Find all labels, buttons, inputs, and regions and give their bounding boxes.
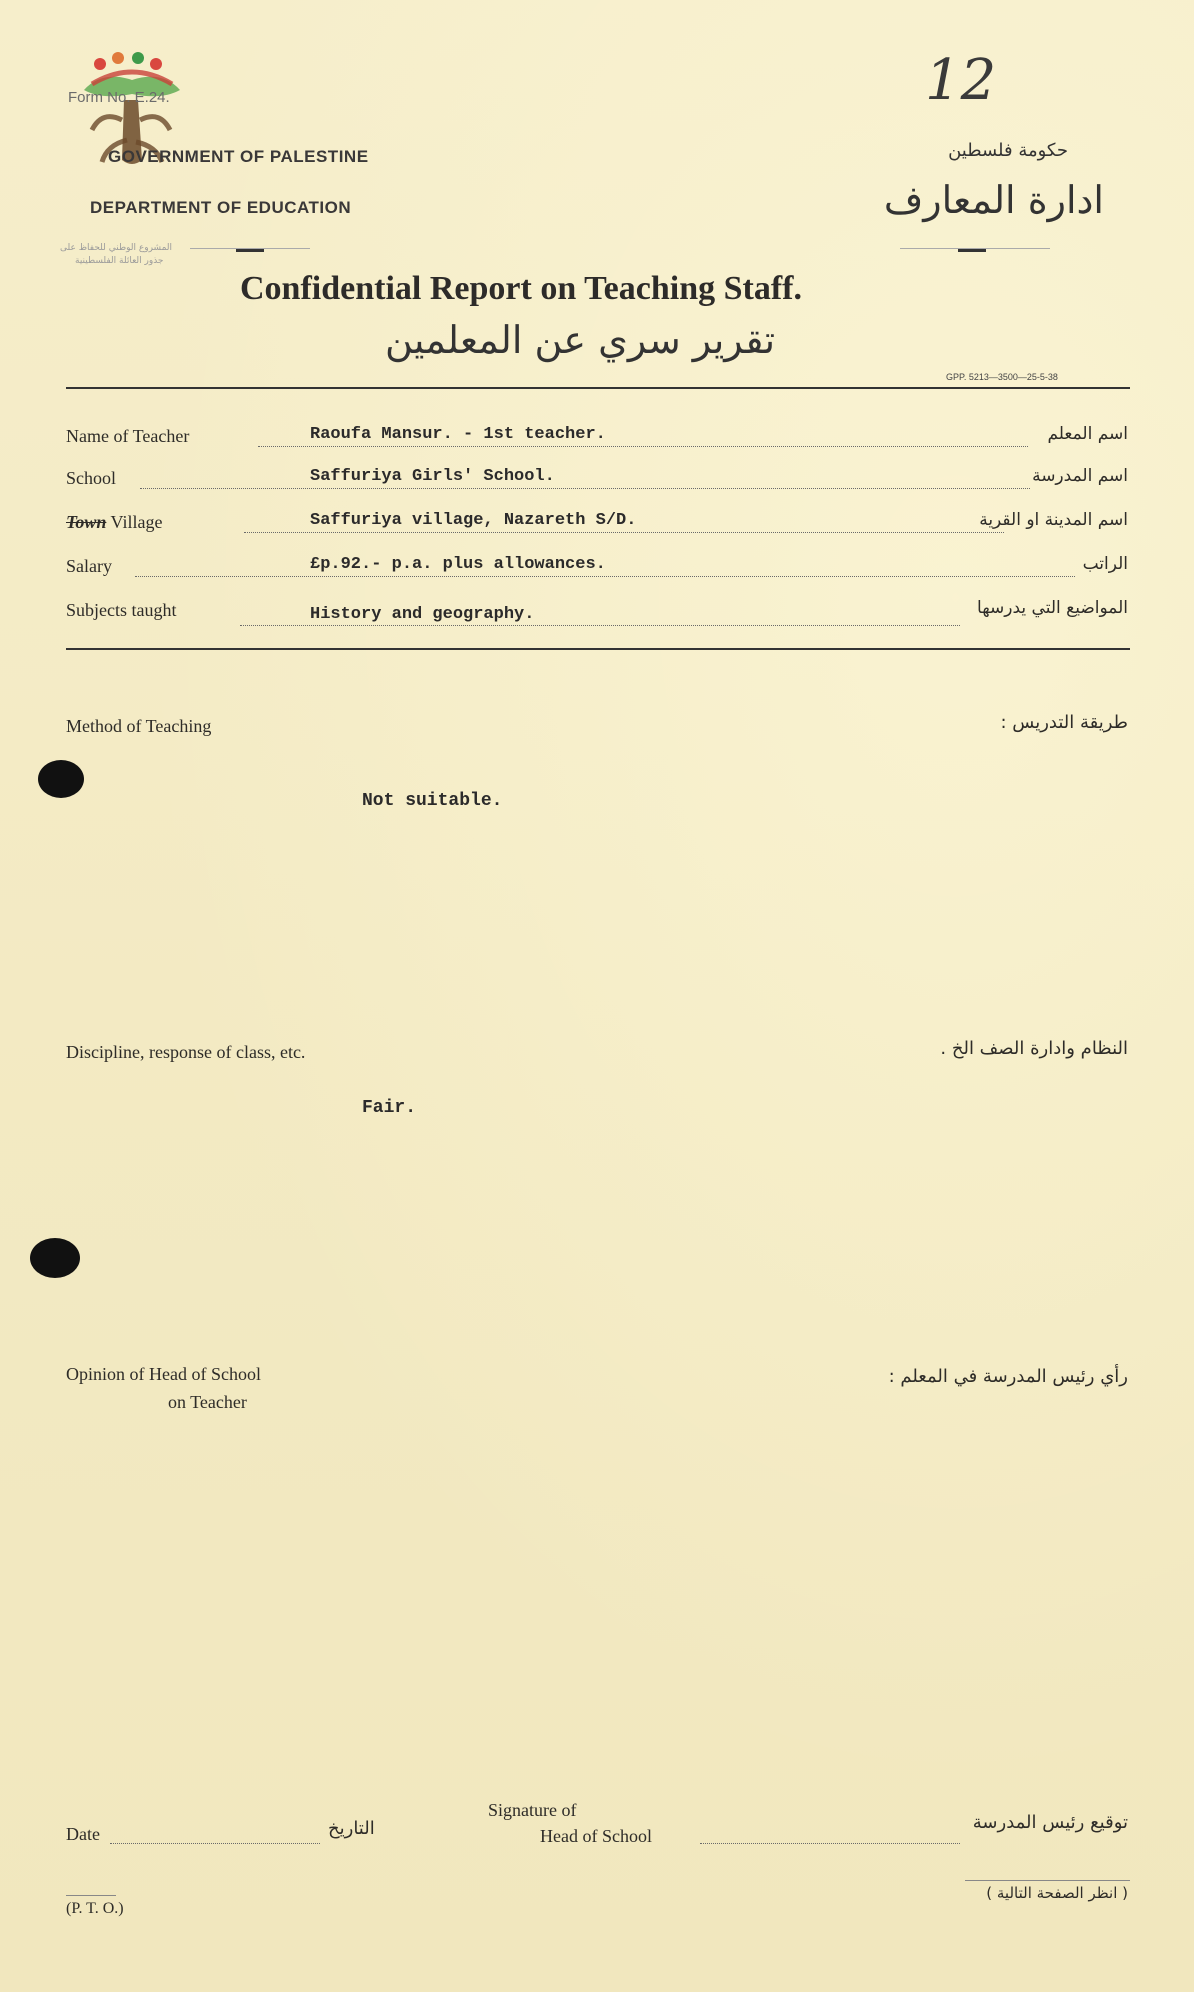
field-name-value: Raoufa Mansur. - 1st teacher. [310,425,606,444]
department-heading: DEPARTMENT OF EDUCATION [90,198,352,217]
signature-label-2: Head of School [540,1826,652,1846]
header-rule-left [190,248,310,249]
opinion-label-2: on Teacher [168,1392,247,1412]
date-line [110,1843,320,1844]
field-village-value: Saffuriya village, Nazareth S/D. [310,511,637,530]
field-salary-label: Salary [66,556,112,576]
field-name-label: Name of Teacher [66,426,190,446]
field-salary-value: £p.92.- p.a. plus allowances. [310,555,606,574]
pto-rule-right [965,1880,1130,1881]
field-name-label-ar: اسم المعلم [1047,424,1128,444]
fields-bottom-rule [66,648,1130,650]
pto-rule-left [66,1895,116,1896]
village-word: Village [110,512,163,532]
method-label: Method of Teaching [66,716,212,736]
field-salary-label-ar: الراتب [1082,554,1128,574]
field-name-line [258,446,1028,447]
signature-line [700,1843,960,1844]
field-subjects-line [240,625,960,626]
department-heading-ar: ادارة المعارف [883,178,1104,222]
form-number: Form No. E.24. [68,89,170,106]
field-village-label [66,512,162,533]
government-heading: GOVERNMENT OF PALESTINE [108,147,369,166]
field-school-label-ar: اسم المدرسة [1032,466,1128,486]
field-school-value: Saffuriya Girls' School. [310,467,555,486]
watermark-text-2: جذور العائلة الفلسطينية [75,256,164,266]
header-rule-right [900,248,1050,249]
opinion-label-ar: رأي رئيس المدرسة في المعلم : [888,1366,1128,1387]
field-village-label-ar: اسم المدينة او القرية [979,510,1128,530]
field-subjects-label-ar: المواضيع التي يدرسها [977,598,1128,618]
binding-hole-1 [38,760,84,798]
pto-label-ar: ( انظر الصفحة التالية ) [986,1884,1128,1902]
government-heading-ar: حكومة فلسطين [948,140,1068,161]
method-label-ar: طريقة التدريس : [1000,712,1128,733]
field-village-line [244,532,1004,533]
field-school-label: School [66,468,117,488]
struck-town-word: Town [66,512,107,532]
print-code: GPP. 5213—3500—25-5-38 [946,372,1058,382]
top-rule [66,387,1130,389]
opinion-label-1: Opinion of Head of School [66,1364,261,1384]
signature-label-1: Signature of [488,1800,577,1820]
field-school-line [140,488,1030,489]
page-number: 12 [925,48,997,113]
discipline-label: Discipline, response of class, etc. [66,1042,306,1062]
binding-hole-2 [30,1238,80,1278]
method-value: Not suitable. [362,791,503,811]
signature-label-ar: توقيع رئيس المدرسة [972,1812,1128,1833]
field-subjects-label: Subjects taught [66,600,177,620]
report-title-ar: تقرير سري عن المعلمين [385,318,776,362]
discipline-label-ar: النظام وادارة الصف الخ . [940,1038,1128,1059]
watermark-text-1: المشروع الوطني للحفاظ على [60,243,173,253]
discipline-value: Fair. [362,1098,417,1118]
pto-label: (P. T. O.) [66,1900,124,1917]
date-label: Date [66,1824,100,1844]
date-label-ar: التاريخ [328,1818,375,1839]
field-subjects-value: History and geography. [310,605,535,624]
report-title: Confidential Report on Teaching Staff. [240,270,802,307]
field-salary-line [135,576,1075,577]
